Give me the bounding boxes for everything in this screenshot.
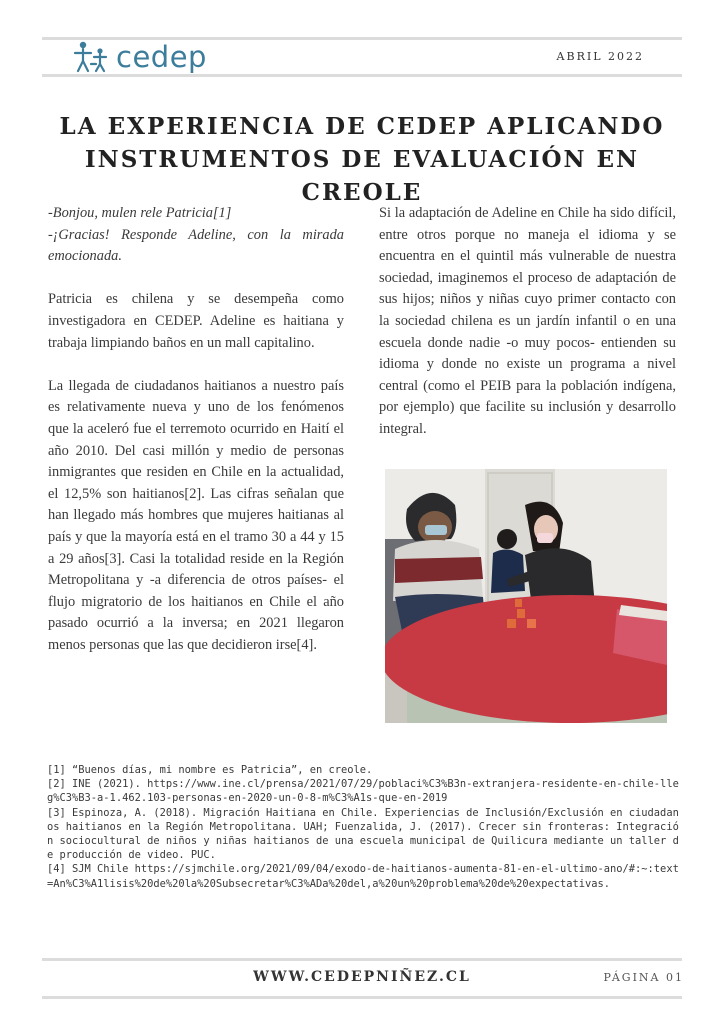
evaluation-photo xyxy=(385,469,667,723)
footer-website-link[interactable]: WWW.CEDEPNIÑEZ.CL xyxy=(253,969,471,985)
photo-illustration xyxy=(385,469,667,723)
footer-rule-top xyxy=(42,958,682,961)
dialogue-line-2: -¡Gracias! Responde Adeline, con la mirada emocionada. xyxy=(48,226,344,265)
left-column xyxy=(48,203,344,656)
page-number: PÁGINA 01 xyxy=(603,971,684,984)
cedep-logo xyxy=(72,40,207,74)
dialogue-line-1: -Bonjou, mulen rele Patricia[1] xyxy=(48,205,232,221)
cedep-figures-icon xyxy=(72,40,112,74)
title-line-2: INSTRUMENTOS DE EVALUACIÓN EN CREOLE xyxy=(84,146,640,206)
title-line-1: LA EXPERIENCIA DE CEDEP APLICANDO xyxy=(59,113,665,140)
logo-text: cedep xyxy=(116,39,207,74)
article-title xyxy=(40,110,684,209)
intro-paragraph: Patricia es chilena y se desempeña como investigadora en CEDEP. Adeline es haitiana y trabaja limpiando baños en un mall capitalino. xyxy=(48,291,344,351)
footnote-3: [3] Espinoza, A. (2018). Migración Haitiana en Chile. Experiencias de Inclusión/Exclusión en ciudadanos haitianos en la Región Metropolitana. UAH; Fuenzalida, J. (2017). Crecer sin fronteras: Integración sociocultural de niños y niñas haitianos de una escuela municipal de Quilicura mediante un taller de producción de video. PUC. xyxy=(47,806,679,862)
header-rule xyxy=(42,74,682,77)
issue-date: ABRIL 2022 xyxy=(556,50,644,63)
footer-rule-bottom xyxy=(42,996,682,999)
migration-paragraph: La llegada de ciudadanos haitianos a nuestro país es relativamente nueva y uno de los fenómenos que la aceleró fue el terremoto ocurrido en Haití el año 2010. Del casi millón y medio de personas inmigrantes que residen en Chile en la actualidad, el 12,5% son haitianos[2]. Las cifras señalan que han llegado más hombres que mujeres haitianas al país y que la mayoría está en el tramo 30 a 44 y 15 a 29 años[3]. Casi la totalidad reside en la Región Metropolitana y -a diferencia de otros países- el flujo migratorio de los haitianos en Chile el año pasado ocurrió a la inversa; en 2021 llegaron menos personas que las que decidieron irse[4]. xyxy=(48,377,344,653)
footnotes xyxy=(47,763,681,891)
adaptation-paragraph: Si la adaptación de Adeline en Chile ha sido difícil, entre otros porque no maneja el idioma y se encuentra en el quintil más vulnerable de nuestra sociedad, imaginemos el proceso de adaptación de sus hijos; niños y niñas cuyo primer contacto con la sociedad chilena es un jardín infantil o en una escuela donde nadie -o muy pocos- entienden su idioma y donde no existe un programa a nivel central (como el PEIB para la población indígena, por ejemplo) que facilite su inclusión y desarrollo integral. xyxy=(379,205,676,437)
right-column xyxy=(379,203,676,441)
footnote-1: [1] “Buenos días, mi nombre es Patricia”, en creole. xyxy=(47,764,373,776)
footnote-4: [4] SJM Chile https://sjmchile.org/2021/09/04/exodo-de-haitianos-aumenta-81-en-el-ultimo-ano/#:~:text=An%C3%A1lisis%20de%20la%20Subsecretar%C3%ADa%20del,a%20un%20problema%20de%20expectativas. xyxy=(47,863,679,890)
footnote-2: [2] INE (2021). https://www.ine.cl/prensa/2021/07/29/poblaci%C3%B3n-extranjera-residente-en-chile-lleg%C3%B3-a-1.462.103-personas-en-2020-un-0-8-m%C3%A1s-que-en-2019 xyxy=(47,778,679,805)
